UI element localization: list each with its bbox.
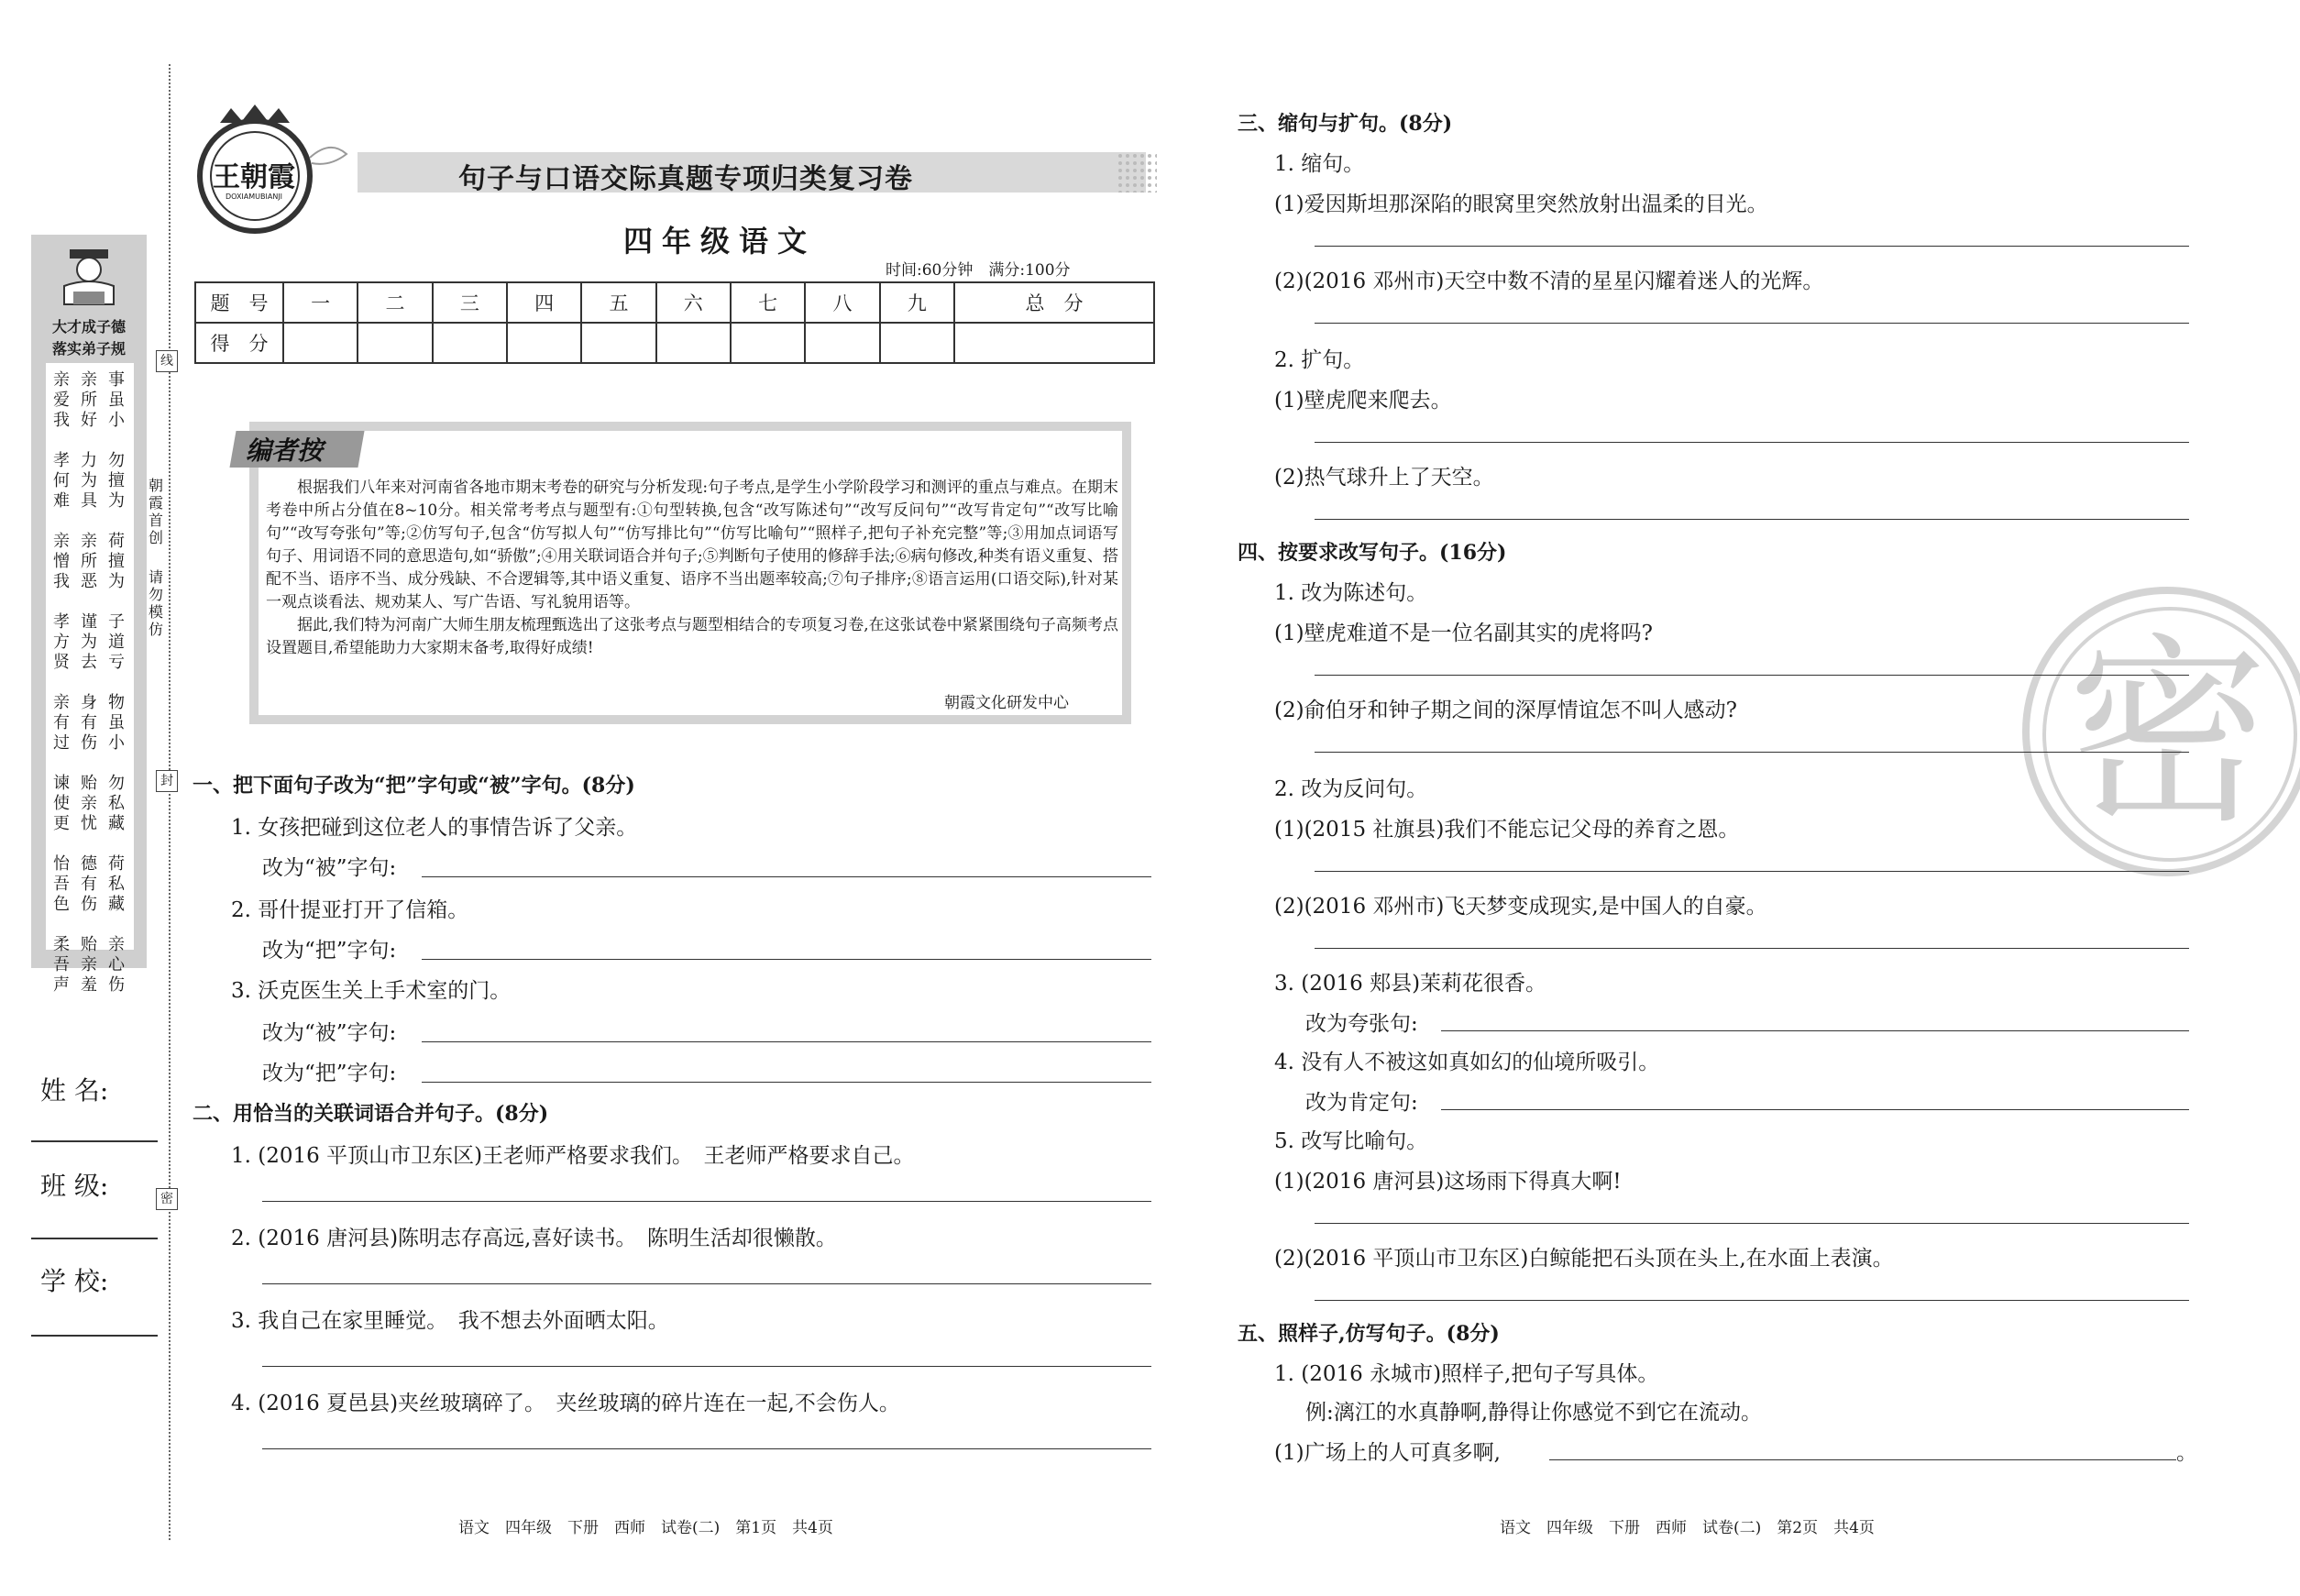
answer-line[interactable] [1315,948,2189,949]
rule-text: 荷私藏 [108,854,125,914]
score-col-header: 六 [656,282,731,323]
question-5-1-1: (1)广场上的人可真多啊, [1274,1441,1501,1465]
question-1-2-prompt: 改为“把”字句: [262,939,397,963]
answer-line[interactable] [1315,752,2189,753]
question-4-2: 2. 改为反问句。 [1274,777,1428,801]
name-label: 姓 名: [40,1075,109,1106]
class-field[interactable] [31,1238,158,1239]
question-2-1: 1. (2016 平顶山市卫东区)王老师严格要求我们。 王老师严格要求自己。 [231,1144,915,1168]
answer-line[interactable] [1441,1030,2189,1031]
rule-text: 贻亲羞 [81,935,97,995]
section-2-heading: 二、用恰当的关联词语合并句子。(8分) [193,1102,549,1126]
secret-stamp-char: 密 [2066,616,2269,851]
question-1-3-prompt-a: 改为“被”字句: [262,1021,397,1045]
page-2-footer: 语文 四年级 下册 西师 试卷(二) 第2页 共4页 [1500,1519,1875,1537]
exam-title: 句子与口语交际真题专项归类复习卷 [458,163,913,195]
score-cell[interactable] [656,323,731,363]
cut-mark-seal: 封 [156,770,178,792]
section-1-heading: 一、把下面句子改为“把”字句或“被”字句。(8分) [193,774,635,798]
answer-line[interactable] [1315,246,2189,247]
rule-text: 力为具 [81,451,97,511]
question-4-3-prompt: 改为夸张句: [1305,1012,1418,1036]
question-4-4-prompt: 改为肯定句: [1305,1091,1418,1115]
rule-text: 谏使更 [53,774,70,833]
score-cell[interactable] [880,323,954,363]
answer-line[interactable] [262,1201,1151,1202]
score-col-header: 二 [358,282,432,323]
page-1-footer: 语文 四年级 下册 西师 试卷(二) 第1页 共4页 [458,1519,833,1537]
question-5-1: 1. (2016 永城市)照样子,把句子写具体。 [1274,1362,1659,1386]
rule-text: 贻亲忧 [81,774,97,833]
rule-text: 亲所好 [81,370,97,430]
question-4-5: 5. 改写比喻句。 [1274,1129,1428,1153]
school-label: 学 校: [40,1266,109,1296]
score-col-header: 五 [581,282,655,323]
rule-text: 子道亏 [108,612,125,672]
cut-mark-secret: 密 [156,1188,178,1210]
editor-note-signature: 朝霞文化研发中心 [944,694,1069,712]
logo-text: 王朝霞 [213,161,295,193]
sidebar-col-1 [53,370,77,1016]
question-2-4: 4. (2016 夏邑县)夹丝玻璃碎了。 夹丝玻璃的碎片连在一起,不会伤人。 [231,1392,900,1415]
question-4-5-2: (2)(2016 平顶山市卫东区)白鲸能把石头顶在头上,在水面上表演。 [1274,1247,1894,1271]
score-row-label: 得 分 [195,323,283,363]
rule-text: 孝方贤 [53,612,70,672]
question-4-1-2: (2)俞伯牙和钟子期之间的深厚情谊怎不叫人感动? [1274,699,1737,722]
answer-line[interactable] [422,1082,1151,1083]
score-cell[interactable] [433,323,507,363]
question-1-3-prompt-b: 改为“把”字句: [262,1062,397,1085]
answer-line[interactable] [422,959,1151,960]
answer-line[interactable] [1315,675,2189,676]
rule-text: 亲有过 [53,693,70,753]
rule-text: 亲所恶 [81,532,97,591]
editor-note-para-2: 据此,我们特为河南广大师生朋友梳理甄选出了这张考点与题型相结合的专项复习卷,在这张试卷中紧紧围绕句子高频考点设置题目,希望能助力大家期末备考,取得好成绩! [266,616,1118,657]
fold-line [169,64,171,1540]
rule-text: 事虽小 [108,370,125,430]
question-3-1-2: (2)(2016 邓州市)天空中数不清的星星闪耀着迷人的光辉。 [1274,270,1824,293]
sidebar-col-2 [81,370,105,1016]
question-4-2-2: (2)(2016 邓州市)飞天梦变成现实,是中国人的自豪。 [1274,895,1767,919]
score-col-header: 一 [283,282,358,323]
question-5-1-example: 例:漓江的水真静啊,静得让你感觉不到它在流动。 [1305,1401,1763,1425]
sidebar-col-3 [108,370,132,1016]
question-4-5-1: (1)(2016 唐河县)这场雨下得真大啊! [1274,1170,1622,1194]
editor-note-text [266,477,1118,660]
score-cell[interactable] [507,323,581,363]
section-3-heading: 三、缩句与扩句。(8分) [1238,112,1453,136]
logo-subtext: DOXIAMUBIANJI [226,193,283,201]
editor-note-heading: 编者按 [246,435,324,466]
rule-text: 亲爱我 [53,370,70,430]
question-4-1: 1. 改为陈述句。 [1274,581,1428,605]
question-4-4: 4. 没有人不被这如真如幻的仙境所吸引。 [1274,1051,1660,1074]
answer-line[interactable] [1315,323,2189,324]
score-cell[interactable] [581,323,655,363]
answer-line[interactable] [1315,442,2189,443]
cut-mark-line: 线 [156,350,178,372]
score-col-header: 四 [507,282,581,323]
score-value-row [195,323,1154,363]
answer-line[interactable] [422,1041,1151,1042]
rule-text: 身有伤 [81,693,97,753]
rule-text: 柔吾声 [53,935,70,995]
score-header-row [195,282,1154,323]
rule-text: 勿擅为 [108,451,125,511]
rule-text: 谨为去 [81,612,97,672]
margin-note-a: 朝霞首创 [149,477,164,546]
scholar-illustration-icon [57,246,121,310]
score-col-header: 三 [433,282,507,323]
rule-text: 勿私藏 [108,774,125,833]
question-5-1-1-end: 。 [2176,1441,2197,1465]
sidebar-rules [31,235,147,995]
time-info: 时间:60分钟 满分:100分 [886,261,1071,280]
school-field[interactable] [31,1335,158,1337]
editor-note-para-1: 根据我们八年来对河南省各地市期末考卷的研究与分析发现:句子考点,是学生小学阶段学习和测评的重点与难点。在期末考卷中所占分值在8~10分。相关常考考点与题型有:①句型转换,包含“改写陈述句”“改写反问句”“改写肯定句”“改写比喻句”“改写夸张句”等;②仿写句子,包含“仿写拟人句”“仿写排比句”“仿写比喻句”“照样子,把句子补充完整”等;③用加点词语写句子、用词语不同的意思造句,如“骄傲”;④用关联词语合并句子;⑤判断句子使用的修辞手法;⑥病句修改,种类有语义重复、搭配不当、语序不当、成分残缺、不合逻辑等,其中语义重复、语序不当出题率较高;⑦句子排序;⑧语言运用(口语交际),针对某一观点谈看法、规劝某人、写广告语、写礼貌用语等。 [266,479,1118,611]
answer-line[interactable] [1549,1459,2176,1460]
sidebar-motto-2: 落实弟子规 [51,340,126,358]
answer-line[interactable] [1315,519,2189,520]
question-3-2-2: (2)热气球升上了天空。 [1274,466,1494,490]
sidebar-motto-1: 大才成子德 [51,318,126,336]
question-1-1-prompt: 改为“被”字句: [262,856,397,880]
rule-text: 孝何难 [53,451,70,511]
class-label: 班 级: [40,1171,109,1201]
score-cell[interactable] [805,323,879,363]
question-4-3: 3. (2016 郏县)茉莉花很香。 [1274,972,1547,996]
question-3-2: 2. 扩句。 [1274,348,1365,372]
answer-line[interactable] [422,876,1151,877]
exam-subtitle: 四年级语文 [623,224,817,259]
score-col-header: 七 [731,282,805,323]
score-cell[interactable] [283,323,358,363]
score-col-header: 八 [805,282,879,323]
question-2-3: 3. 我自己在家里睡觉。 我不想去外面晒太阳。 [231,1309,669,1333]
question-2-2: 2. (2016 唐河县)陈明志存高远,喜好读书。 陈明生活却很懒散。 [231,1227,837,1250]
margin-note-b: 请勿模仿 [149,568,164,638]
question-4-1-1: (1)壁虎难道不是一位名副其实的虎将吗? [1274,622,1653,645]
score-col-header: 总 分 [954,282,1154,323]
question-4-2-1: (1)(2015 社旗县)我们不能忘记父母的养育之恩。 [1274,818,1740,842]
score-row-label: 题 号 [195,282,283,323]
rule-text: 荷擅为 [108,532,125,591]
question-3-1: 1. 缩句。 [1274,152,1365,176]
question-1-3: 3. 沃克医生关上手术室的门。 [231,979,512,1003]
question-3-1-1: (1)爱因斯坦那深陷的眼窝里突然放射出温柔的目光。 [1274,193,1768,216]
name-field[interactable] [31,1140,158,1142]
question-3-2-1: (1)壁虎爬来爬去。 [1274,389,1452,413]
title-bar-pattern-icon [1117,152,1157,193]
section-5-heading: 五、照样子,仿写句子。(8分) [1238,1322,1500,1346]
answer-line[interactable] [262,1283,1151,1284]
score-col-header: 九 [880,282,954,323]
score-cell[interactable] [358,323,432,363]
question-1-2: 2. 哥什提亚打开了信箱。 [231,898,469,922]
score-cell[interactable] [731,323,805,363]
answer-line[interactable] [1315,871,2189,872]
answer-line[interactable] [1315,1300,2189,1301]
answer-line[interactable] [262,1366,1151,1367]
score-table [194,281,1155,364]
score-cell[interactable] [954,323,1154,363]
rule-text: 物虽小 [108,693,125,753]
answer-line[interactable] [262,1448,1151,1449]
rule-text: 德有伤 [81,854,97,914]
answer-line[interactable] [1441,1109,2189,1110]
rule-text: 怡吾色 [53,854,70,914]
section-4-heading: 四、按要求改写句子。(16分) [1238,541,1507,565]
answer-line[interactable] [1315,1223,2189,1224]
rule-text: 亲心伤 [108,935,125,995]
question-1-1: 1. 女孩把碰到这位老人的事情告诉了父亲。 [231,816,638,840]
rule-text: 亲憎我 [53,532,70,591]
